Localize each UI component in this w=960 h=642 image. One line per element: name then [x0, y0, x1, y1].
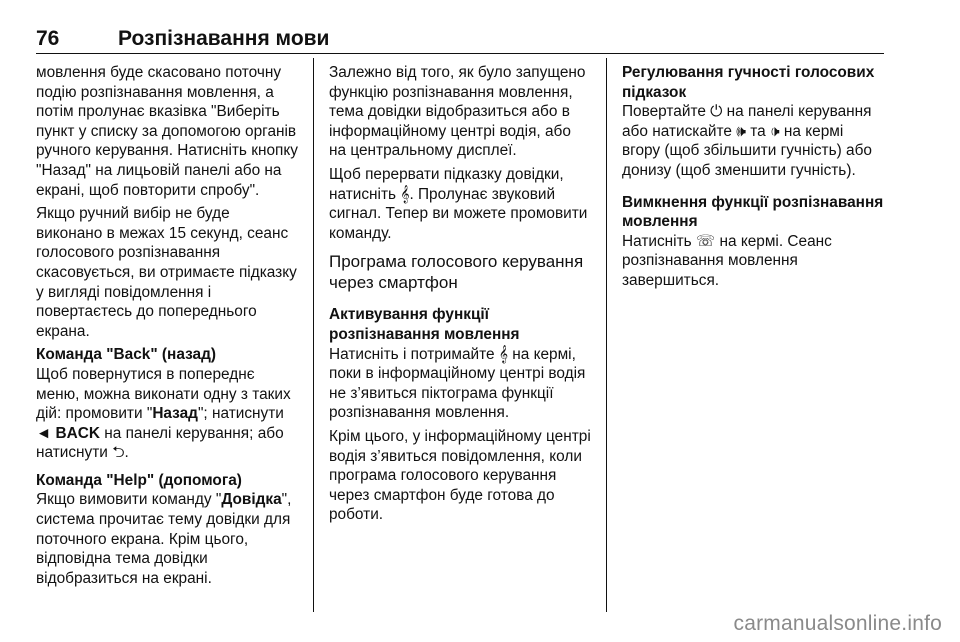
volume-heading: Регулювання гучності голосових підказок — [622, 64, 875, 101]
paragraph: Якщо ручний вибір не буде виконано в межах 15 секунд, сеанс голосового розпізнавання скасовується, ви отримаєте підказку у вигляді повідомлення і повертаєтесь до попереднього екрана. — [36, 205, 297, 340]
column-3 — [622, 63, 884, 295]
paragraph: Залежно від того, як було запущено функцію розпізнавання мовлення, тема довідки відобразиться або в інформаційному центрі водія, або на центральному дисплеї. — [329, 64, 586, 160]
header-rule — [36, 53, 884, 54]
back-command-heading: Команда "Back" (назад) — [36, 346, 216, 364]
volume-up-icon: 🕪 — [736, 122, 746, 140]
help-command-text — [36, 490, 298, 588]
text-run: на кермі вгору (щоб збільшити гучність) або донизу (щоб зменшити гучність). — [622, 122, 872, 179]
text-run: на панелі керування або натискайте — [622, 103, 872, 140]
back-arrow-icon: ⮌ — [112, 444, 125, 462]
text-run: на кермі, поки в інформаційному центрі водія не з’явиться піктограма функції розпізнавання мовлення. — [329, 345, 586, 422]
voice-button-icon: 𝄞 — [498, 345, 508, 363]
column-divider — [313, 58, 314, 612]
text-run: Повертайте — [622, 103, 711, 121]
paragraph — [622, 102, 884, 180]
column-1 — [36, 63, 298, 592]
paragraph — [622, 232, 884, 291]
text-run: ", система прочитає тему довідки для поточного екрана. Крім цього, відповідна тема довідки відобразиться на екрані. — [36, 491, 292, 587]
end-call-icon: ☏ — [695, 232, 716, 250]
back-button-label: ◄ BACK — [36, 424, 100, 442]
help-command-heading: Команда "Help" (допомога) — [36, 471, 242, 489]
subsection-heading: Активування функції розпізнавання мовлення — [329, 306, 520, 343]
text-run: Натисніть — [622, 232, 696, 250]
command-keyword: Назад — [152, 405, 198, 423]
paragraph — [329, 165, 591, 243]
section-heading: Програма голосового керування через смартфон — [329, 252, 584, 293]
text-run: . — [124, 444, 129, 462]
text-run: Щоб повернутися в попереднє меню, можна виконати одну з таких дій: промовити " — [36, 365, 291, 423]
column-divider — [606, 58, 607, 612]
voice-off-heading: Вимкнення функції розпізнавання мовлення — [622, 193, 884, 231]
column-2 — [329, 63, 591, 529]
section-title: Розпізнавання мови — [118, 27, 330, 50]
text-run: . Пролунає звуковий сигнал. Тепер ви можете промовити команду. — [329, 185, 588, 242]
page-header — [0, 0, 960, 56]
page-number: 76 — [36, 27, 60, 50]
paragraph: Крім цього, у інформаційному центрі водія з’явиться повідомлення, коли програма голосового керування через смартфон буде готова до роботи. — [329, 427, 591, 524]
text-run: Щоб перервати підказку довідки, натисніть — [329, 165, 564, 203]
text-run: Якщо вимовити команду " — [36, 491, 222, 509]
text-run: "; натиснути — [197, 405, 284, 423]
back-command-text — [36, 365, 298, 463]
paragraph: мовлення буде скасовано поточну подію розпізнавання мовлення, а потім пролунає вказівка "Виберіть пункт у списку за допомогою органів ручного керування. Натисніть кнопку "Назад" на лицьовій панелі або на екрані, щоб повторити спробу". — [36, 64, 298, 199]
paragraph — [329, 345, 591, 423]
text-run: Натисніть і потримайте — [329, 345, 499, 363]
command-keyword: Довідка — [221, 491, 282, 509]
watermark: carmanualsonline.info — [733, 612, 942, 635]
text-run: на кермі. Сеанс розпізнавання мовлення завершиться. — [622, 232, 832, 289]
volume-down-icon: 🕩 — [769, 122, 780, 140]
voice-button-icon: 𝄞 — [400, 185, 410, 203]
power-knob-icon: ⏻ — [710, 103, 723, 121]
text-run: та — [745, 122, 770, 140]
text-run: на панелі керування; або натиснути — [36, 424, 284, 462]
